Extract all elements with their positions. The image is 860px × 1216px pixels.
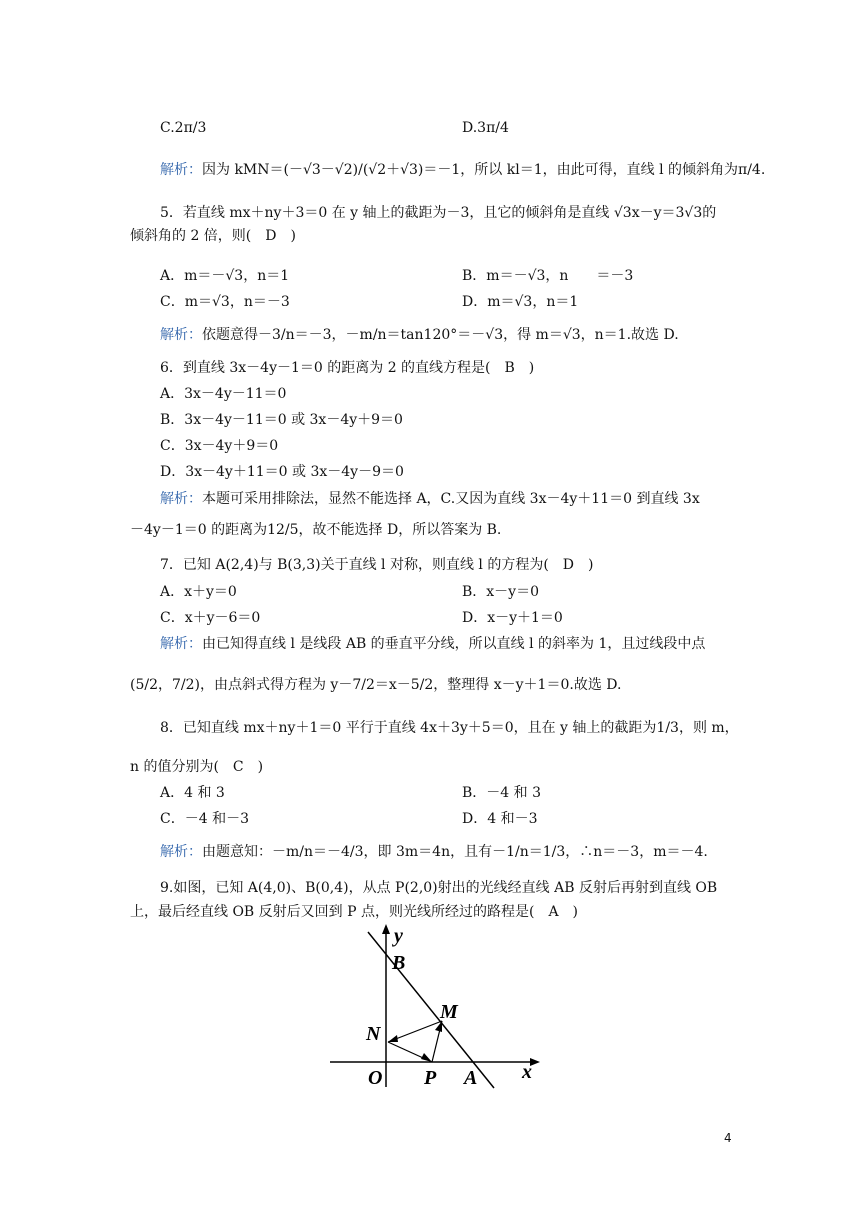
label-m: M (440, 1001, 458, 1023)
text-line (462, 266, 633, 286)
analysis-label: 解析： (160, 844, 202, 860)
line-text: －4y－1＝0 的距离为12/5，故不能选择 D，所以答案为 B. (130, 522, 502, 538)
line-text: C．3x－4y＋9＝0 (160, 438, 279, 454)
text-line (160, 266, 289, 286)
line-text: 因为 kMN＝(－√3－√2)/(√2＋√3)＝－1，所以 kl＝1，由此可得，直线 l 的倾斜角为π/4. (202, 162, 766, 178)
line-text: n 的值分别为( C ) (130, 759, 264, 775)
line-text: A．4 和 3 (160, 785, 225, 801)
line-text: 依题意得－3/n＝－3，－m/n＝tan120°＝－√3，得 m＝√3，n＝1.故选 D. (202, 327, 679, 343)
text-line (160, 358, 534, 378)
line-text: D．m＝√3，n＝1 (462, 294, 579, 310)
text-line (462, 118, 509, 138)
text-line (160, 462, 404, 482)
text-line (160, 582, 237, 602)
text-line (160, 292, 290, 312)
y-axis-arrow (382, 924, 390, 934)
text-line (160, 436, 278, 456)
label-n: N (366, 1023, 381, 1045)
line-text: B．x－y＝0 (462, 584, 539, 600)
text-line (130, 226, 296, 246)
arrow-np (421, 1053, 432, 1062)
line-text: D.3π/4 (462, 120, 509, 136)
analysis-label: 解析： (160, 491, 202, 507)
analysis-label: 解析： (160, 162, 202, 178)
line-text: D．3x－4y＋11＝0 或 3x－4y－9＝0 (160, 464, 404, 480)
line-text: D．4 和－3 (462, 811, 538, 827)
line-text: 9.如图，已知 A(4,0)、B(0,4)，从点 P(2,0)射出的光线经直线 AB 反射后再射到直线 OB (160, 880, 718, 896)
text-line (160, 325, 679, 345)
text-line (160, 384, 286, 404)
line-text: B．3x－4y－11＝0 或 3x－4y＋9＝0 (160, 412, 403, 428)
line-text: 8．已知直线 mx＋ny＋1＝0 平行于直线 4x＋3y＋5＝0，且在 y 轴上的截距为1/3，则 m， (160, 720, 739, 736)
label-y: y (394, 925, 403, 947)
line-text: C．m＝√3，n＝－3 (160, 294, 290, 310)
line-text: A．3x－4y－11＝0 (160, 386, 287, 402)
text-line (160, 118, 206, 138)
text-line (160, 489, 700, 509)
text-line (462, 809, 538, 829)
line-text: C．－4 和－3 (160, 811, 249, 827)
text-line (160, 634, 705, 654)
line-text: 由题意知：－m/n＝－4/3，即 3m＝4n，且有－1/n＝1/3，∴n＝－3，m＝－4. (202, 844, 708, 860)
text-line (160, 608, 260, 628)
line-text: B．m＝－√3，n ＝－3 (462, 268, 634, 284)
line-text: 5．若直线 mx＋ny＋3＝0 在 y 轴上的截距为－3，且它的倾斜角是直线 √3x－y＝3√3的 (160, 205, 717, 221)
label-b: B (392, 952, 406, 974)
analysis-label: 解析： (160, 327, 202, 343)
line-text: C.2π/3 (160, 120, 207, 136)
text-line (160, 842, 708, 862)
line-text: C．x＋y－6＝0 (160, 610, 261, 626)
analysis-label: 解析： (160, 636, 202, 652)
text-line (462, 608, 563, 628)
text-line (160, 878, 717, 898)
line-text: 上，最后经直线 OB 反射后又回到 P 点，则光线所经过的路程是( A ) (130, 904, 579, 920)
label-a: A (464, 1067, 478, 1089)
page-number: 4 (724, 1131, 732, 1145)
label-x: x (522, 1061, 532, 1083)
text-line (160, 809, 249, 829)
arrow-mn (388, 1035, 398, 1042)
text-line (160, 160, 765, 180)
line-text: 倾斜角的 2 倍，则( D ) (130, 228, 296, 244)
line-text: 本题可采用排除法，显然不能选择 A，C.又因为直线 3x－4y＋11＝0 到直线 3x (202, 491, 700, 507)
line-text: 7．已知 A(2,4)与 B(3,3)关于直线 l 对称，则直线 l 的方程为( D ) (160, 557, 594, 573)
text-line (160, 555, 594, 575)
line-text: A．x＋y＝0 (160, 584, 237, 600)
reflection-figure (330, 922, 550, 1092)
text-line (130, 675, 621, 695)
text-line (130, 902, 578, 922)
line-text: (5/2，7/2)，由点斜式得方程为 y－7/2＝x－5/2，整理得 x－y＋1＝0.故选 D. (130, 677, 622, 693)
line-text: D．x－y＋1＝0 (462, 610, 563, 626)
line-text: 由已知得直线 l 是线段 AB 的垂直平分线，所以直线 l 的斜率为 1，且过线段中点 (202, 636, 706, 652)
label-o: O (368, 1067, 383, 1089)
line-text: A．m＝－√3，n＝1 (160, 268, 290, 284)
line-text: 6．到直线 3x－4y－1＝0 的距离为 2 的直线方程是( B ) (160, 360, 535, 376)
text-line (160, 410, 403, 430)
text-line (130, 757, 263, 777)
text-line (462, 582, 539, 602)
line-text: B．－4 和 3 (462, 785, 542, 801)
text-line (160, 783, 225, 803)
text-line (160, 718, 739, 738)
text-line (160, 203, 716, 223)
label-p: P (424, 1067, 437, 1089)
line-ab (368, 932, 494, 1088)
text-line (462, 783, 541, 803)
text-line (130, 520, 501, 540)
text-line (462, 292, 578, 312)
